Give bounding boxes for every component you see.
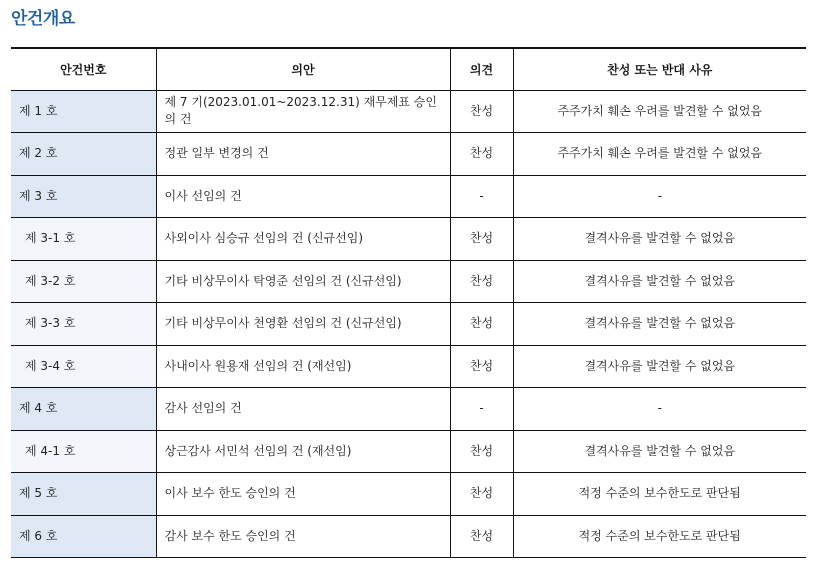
reason: - [513,388,806,431]
reason: 결격사유를 발견할 수 없었음 [513,303,806,346]
table-row [11,133,806,176]
table-row [11,345,806,388]
reason: 주주가치 훼손 우려를 발견할 수 없었음 [513,90,806,133]
page-title: 안건개요 [11,9,75,29]
agenda-title: 이사 보수 한도 승인의 건 [156,473,450,516]
opinion: 찬성 [450,345,513,388]
agenda-number: 제 2 호 [11,133,156,176]
table-row [11,473,806,516]
table-row [11,388,806,431]
agenda-number: 제 4 호 [11,388,156,431]
reason: 적정 수준의 보수한도로 판단됨 [513,473,806,516]
agenda-number: 제 3-2 호 [11,260,156,303]
reason: 주주가치 훼손 우려를 발견할 수 없었음 [513,133,806,176]
reason: 결격사유를 발견할 수 없었음 [513,260,806,303]
agenda-title: 기타 비상무이사 천영환 선임의 건 (신규선임) [156,303,450,346]
reason: - [513,175,806,218]
opinion: 찬성 [450,473,513,516]
table-row [11,175,806,218]
agenda-title: 정관 일부 변경의 건 [156,133,450,176]
reason: 결격사유를 발견할 수 없었음 [513,345,806,388]
table-row [11,90,806,133]
table-row [11,260,806,303]
agenda-number: 제 3-3 호 [11,303,156,346]
agenda-number: 제 6 호 [11,515,156,558]
agenda-title: 사내이사 원용재 선임의 건 (재선임) [156,345,450,388]
header-opinion: 의견 [450,48,513,90]
agenda-title: 제 7 기(2023.01.01~2023.12.31) 재무제표 승인의 건 [156,90,450,133]
header-agenda-number: 안건번호 [11,48,156,90]
agenda-title: 이사 선임의 건 [156,175,450,218]
table-row [11,218,806,261]
agenda-number: 제 4-1 호 [11,430,156,473]
opinion: 찬성 [450,430,513,473]
agenda-title: 감사 보수 한도 승인의 건 [156,515,450,558]
opinion: - [450,175,513,218]
agenda-title: 사외이사 심승규 선임의 건 (신규선임) [156,218,450,261]
agenda-number: 제 3 호 [11,175,156,218]
opinion: - [450,388,513,431]
header-reason: 찬성 또는 반대 사유 [513,48,806,90]
agenda-number: 제 3-4 호 [11,345,156,388]
reason: 적정 수준의 보수한도로 판단됨 [513,515,806,558]
opinion: 찬성 [450,218,513,261]
opinion: 찬성 [450,133,513,176]
agenda-number: 제 1 호 [11,90,156,133]
agenda-number: 제 3-1 호 [11,218,156,261]
table-header-row [11,48,806,90]
opinion: 찬성 [450,90,513,133]
reason: 결격사유를 발견할 수 없었음 [513,218,806,261]
table-row [11,303,806,346]
agenda-title: 감사 선임의 건 [156,388,450,431]
agenda-title: 기타 비상무이사 탁영준 선임의 건 (신규선임) [156,260,450,303]
opinion: 찬성 [450,303,513,346]
agenda-table [11,47,806,558]
opinion: 찬성 [450,515,513,558]
table-row [11,430,806,473]
header-agenda: 의안 [156,48,450,90]
agenda-number: 제 5 호 [11,473,156,516]
table-row [11,515,806,558]
reason: 결격사유를 발견할 수 없었음 [513,430,806,473]
agenda-title: 상근감사 서민석 선임의 건 (재선임) [156,430,450,473]
opinion: 찬성 [450,260,513,303]
